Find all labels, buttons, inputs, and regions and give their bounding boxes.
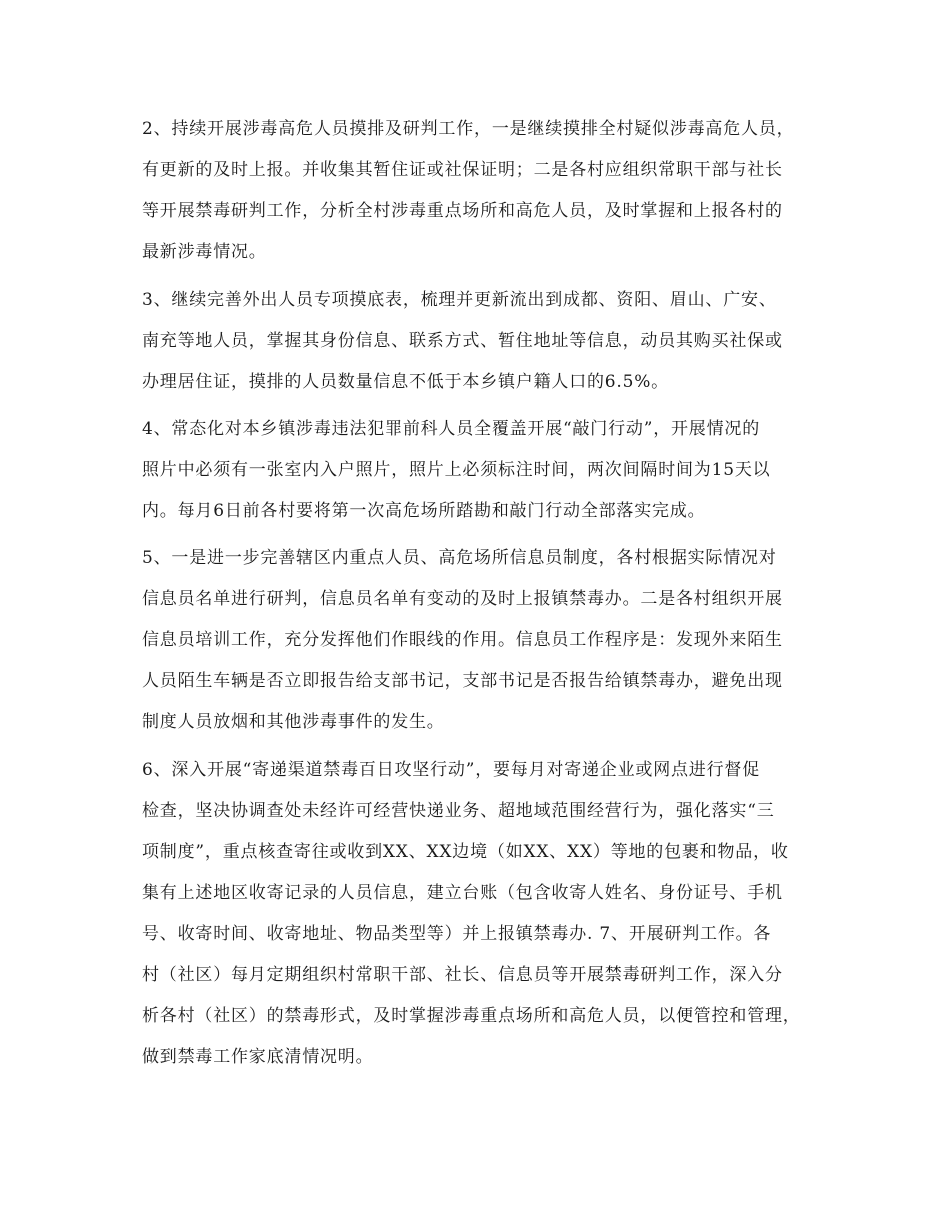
text-line: 信息员培训工作，充分发挥他们作眼线的作用。信息员工作程序是：发现外来陌生 — [142, 630, 783, 650]
text-line: 南充等地人员，掌握其身份信息、联系方式、暂住地址等信息，动员其购买社保或 — [142, 331, 783, 351]
text-line: 有更新的及时上报。并收集其暂住证或社保证明；二是各村应组织常职干部与社长 — [142, 160, 783, 180]
text-line: 人员陌生车辆是否立即报告给支部书记，支部书记是否报告给镇禁毒办，避免出现 — [142, 671, 783, 691]
text-line: 检查，坚决协调查处未经许可经营快递业务、超地域范围经营行为，强化落实“三 — [142, 801, 775, 821]
text-line: 5、一是进一步完善辖区内重点人员、高危场所信息员制度，各村根据实际情况对 — [142, 548, 777, 568]
text-line: 信息员名单进行研判，信息员名单有变动的及时上报镇禁毒办。二是各村组织开展 — [142, 589, 783, 609]
text-line: 等开展禁毒研判工作，分析全村涉毒重点场所和高危人员，及时掌握和上报各村的 — [142, 201, 783, 221]
text-line: 6、深入开展“寄递渠道禁毒百日攻坚行动”，要每月对寄递企业或网点进行督促 — [142, 760, 760, 780]
text-line: 制度人员放烟和其他涉毒事件的发生。 — [142, 712, 445, 732]
text-line: 2、持续开展涉毒高危人员摸排及研判工作，一是继续摸排全村疑似涉毒高危人员， — [142, 119, 795, 139]
text-line: 做到禁毒工作家底清情况明。 — [142, 1047, 374, 1067]
text-line: 号、收寄时间、收寄地址、物品类型等）并上报镇禁毒办. 7、开展研判工作。各 — [142, 924, 772, 944]
text-line: 项制度”，重点核查寄往或收到XX、XX边境（如XX、XX）等地的包裹和物品，收 — [142, 842, 789, 862]
text-line: 内。每月6日前各村要将第一次高危场所踏勘和敲门行动全部落实完成。 — [142, 501, 706, 521]
text-line: 办理居住证，摸排的人员数量信息不低于本乡镇户籍人口的6.5%。 — [142, 372, 669, 392]
text-line: 村（社区）每月定期组织村常职干部、社长、信息员等开展禁毒研判工作，深入分 — [142, 965, 783, 985]
text-line: 最新涉毒情况。 — [142, 242, 267, 262]
text-line: 4、常态化对本乡镇涉毒违法犯罪前科人员全覆盖开展“敲门行动”，开展情况的 — [142, 419, 760, 439]
text-line: 析各村（社区）的禁毒形式，及时掌握涉毒重点场所和高危人员，以便管控和管理， — [142, 1006, 801, 1026]
text-line: 集有上述地区收寄记录的人员信息，建立台账（包含收寄人姓名、身份证号、手机 — [142, 883, 783, 903]
text-line: 3、继续完善外出人员专项摸底表，梳理并更新流出到成都、资阳、眉山、广安、 — [142, 290, 777, 310]
text-line: 照片中必须有一张室内入户照片，照片上必须标注时间，两次间隔时间为15天以 — [142, 460, 771, 480]
